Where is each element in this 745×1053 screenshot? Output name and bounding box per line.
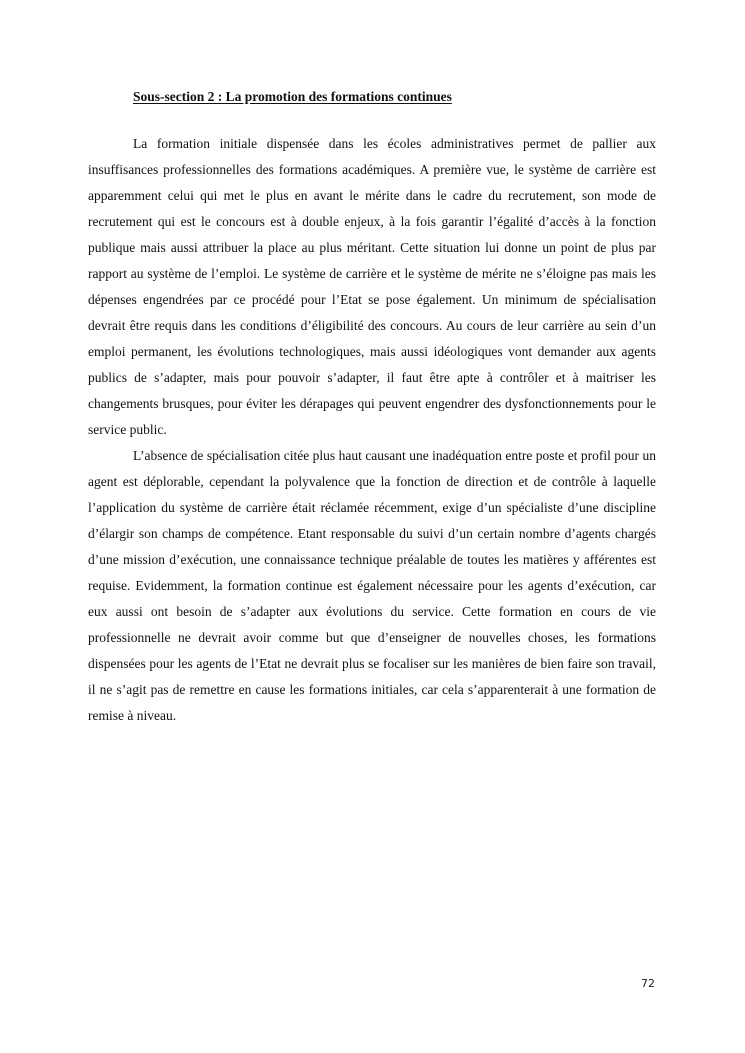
section-heading: Sous-section 2 : La promotion des formations continues	[133, 89, 452, 104]
paragraph: L’absence de spécialisation citée plus haut causant une inadéquation entre poste et profil pour un agent est déplorable, cependant la polyvalence que la fonction de direction et de contrôle à laquelle l’application du système de carrière était réclamée récemment, exige d’un spécialiste d’une discipline d’élargir son champs de compétence. Etant responsable du suivi d’un certain nombre d’agents chargés d’une mission d’exécution, une connaissance technique préalable de toutes les matières y afférentes est requise. Evidemment, la formation continue est également nécessaire pour les agents d’exécution, car eux aussi ont besoin de s’adapter aux évolutions du service. Cette formation en cours de vie professionnelle ne devrait avoir comme but que d’enseigner de nouvelles choses, les formations dispensées pour les agents de l’Etat ne devrait plus se focaliser sur les manières de bien faire son travail, il ne s’agit pas de remettre en cause les formations initiales, car cela s’apparenterait à une formation de remise à niveau.	[88, 448, 656, 723]
body-text	[88, 131, 656, 729]
page-number: 72	[641, 977, 655, 990]
paragraph: La formation initiale dispensée dans les écoles administratives permet de pallier aux insuffisances professionnelles des formations académiques. A première vue, le système de carrière est apparemment celui qui met le plus en avant le mérite dans le cadre du recrutement, son mode de recrutement qui est le concours est à double enjeux, à la fois garantir l’égalité d’accès à la fonction publique mais aussi attribuer la place au plus méritant. Cette situation lui donne un point de plus par rapport au système de l’emploi. Le système de carrière et le système de mérite ne s’éloigne pas mais les dépenses engendrées par ce procédé pour l’Etat se pose également. Un minimum de spécialisation devrait être requis dans les conditions d’éligibilité des concours. Au cours de leur carrière au sein d’un emploi permanent, les évolutions technologiques, mais aussi idéologiques vont demander aux agents publics de s’adapter, mais pour pouvoir s’adapter, il faut être apte à contrôler et à maitriser les changements brusques, pour éviter les dérapages qui peuvent engendrer des dysfonctionnements pour le service public.	[88, 136, 656, 437]
